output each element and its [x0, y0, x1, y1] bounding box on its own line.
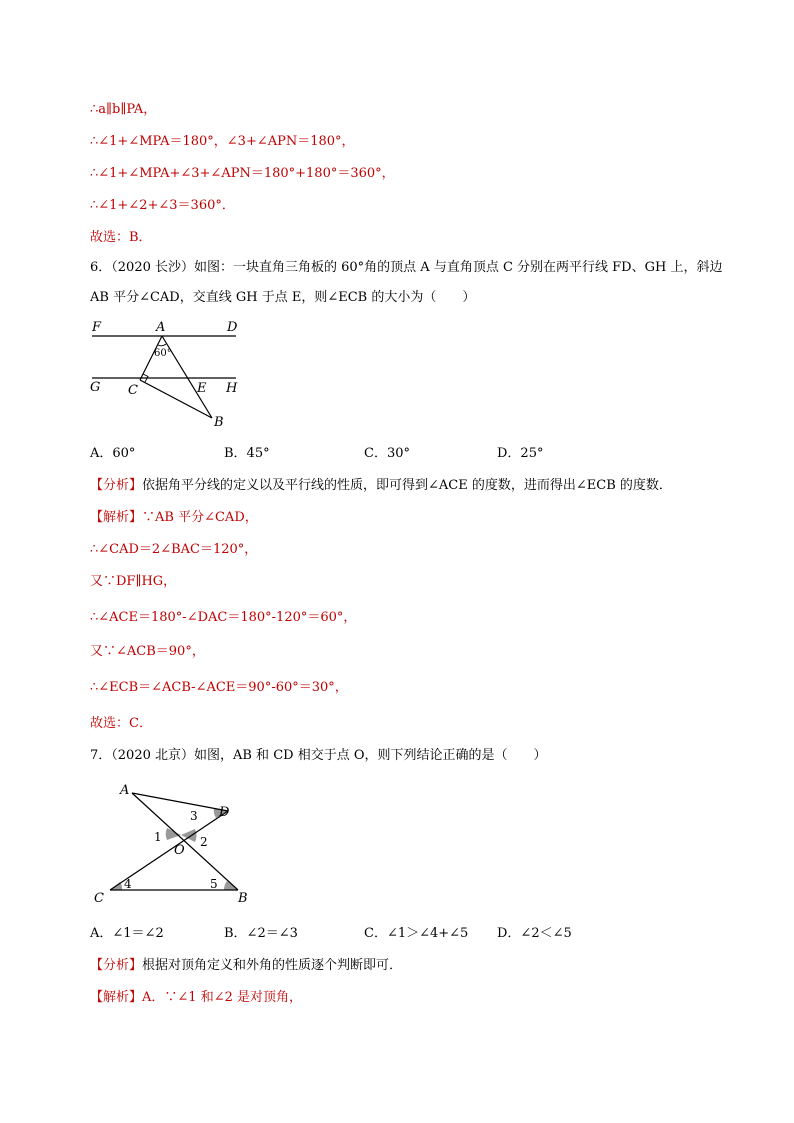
q7-label-C: C [94, 891, 104, 906]
q6-solution-first [90, 508, 258, 528]
q6-solution-line-6: ∴∠ECB＝∠ACB-∠ACE＝90°-60°＝30°， [90, 680, 348, 695]
q6-label-B: B [214, 415, 224, 430]
q7-figure [88, 778, 258, 908]
q6-label-D: D [227, 320, 238, 335]
q6-solution-tag: 【解析】 [90, 510, 143, 525]
q6-analysis-tag: 【分析】 [90, 478, 143, 493]
q6-solution-line-3: 又∵DF∥HG， [90, 574, 177, 589]
q6-answer-line: 故选：C． [90, 716, 152, 731]
q7-solution-line-1: A．∵∠1 和∠2 是对顶角， [142, 990, 302, 1005]
q6-option-a[interactable]: A．60° [90, 446, 136, 461]
q6-label-A: A [156, 320, 166, 335]
q6-solution-line-4: ∴∠ACE＝180°-∠DAC＝180°-120°＝60°， [90, 610, 357, 625]
q6-solution-line-2: ∴∠CAD＝2∠BAC＝120°， [90, 542, 258, 557]
prev-answer-line: 故选：B． [90, 230, 152, 245]
q6-stem-line-1: 6．（2020 长沙）如图：一块直角三角板的 60°角的顶点 A 与直角顶点 C 分别在两平行线 FD、GH 上，斜边 [90, 260, 723, 275]
q7-analysis [90, 956, 402, 976]
q6-label-E: E [197, 381, 207, 396]
q6-figure [84, 314, 254, 430]
q6-label-G: G [90, 380, 101, 395]
q7-label-2: 2 [200, 835, 208, 849]
q7-solution-tag: 【解析】 [90, 990, 143, 1005]
q6-stem-line-2: AB 平分∠CAD，交直线 GH 于点 E，则∠ECB 的大小为（ ） [90, 290, 476, 305]
prev-solution-line-1: ∴a∥b∥PA， [90, 102, 157, 117]
q7-analysis-text: 根据对顶角定义和外角的性质逐个判断即可． [142, 958, 403, 973]
q6-label-C: C [128, 383, 138, 398]
q6-option-c[interactable]: C．30° [364, 446, 410, 461]
q7-label-B: B [238, 891, 248, 906]
q7-label-D: D [219, 805, 230, 820]
q7-label-3: 3 [190, 809, 198, 823]
q7-stem-line-1: 7．（2020 北京）如图，AB 和 CD 相交于点 O，则下列结论正确的是（ ） [90, 748, 547, 763]
q7-option-c[interactable]: C．∠1＞∠4+∠5 [364, 926, 469, 941]
q6-label-F: F [92, 320, 102, 335]
q6-solution-line-5: 又∵∠ACB＝90°， [90, 644, 205, 659]
q6-label-H: H [226, 381, 238, 396]
q7-label-4: 4 [124, 877, 132, 891]
q7-angle-1-shade [166, 828, 181, 840]
prev-solution-line-4: ∴∠1+∠2+∠3＝360°． [90, 198, 235, 213]
prev-solution-line-2: ∴∠1+∠MPA＝180°，∠3+∠APN＝180°， [90, 134, 355, 149]
q7-segment-AD [132, 793, 228, 811]
q6-solution-line-1: ∵AB 平分∠CAD， [142, 510, 258, 525]
q6-option-b[interactable]: B．45° [224, 446, 270, 461]
q7-option-a[interactable]: A．∠1＝∠2 [90, 926, 164, 941]
q6-analysis [90, 476, 672, 496]
q7-label-O: O [174, 843, 185, 858]
q6-option-d[interactable]: D．25° [497, 446, 544, 461]
q6-analysis-text: 依据角平分线的定义以及平行线的性质，即可得到∠ACE 的度数，进而得出∠ECB 的度数． [142, 478, 672, 493]
q7-option-d[interactable]: D．∠2＜∠5 [497, 926, 572, 941]
q7-label-1: 1 [154, 830, 162, 844]
q7-label-5: 5 [210, 877, 218, 891]
prev-solution-line-3: ∴∠1+∠MPA+∠3+∠APN＝180°+180°＝360°， [90, 166, 395, 181]
q7-label-A: A [120, 783, 130, 798]
q7-solution [90, 988, 302, 1008]
q7-option-b[interactable]: B．∠2＝∠3 [224, 926, 298, 941]
q7-analysis-tag: 【分析】 [90, 958, 143, 973]
q6-label-angle: 60° [154, 348, 172, 359]
q6-angle-arc-A [158, 344, 166, 346]
